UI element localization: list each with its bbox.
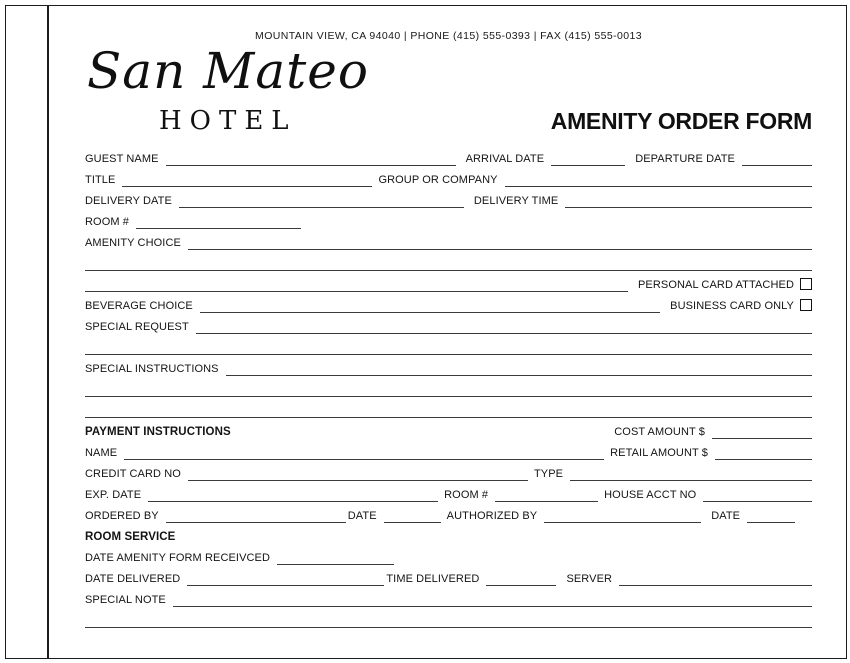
row-credit-card: [85, 460, 812, 481]
title-label: TITLE: [85, 174, 116, 186]
special-request-line[interactable]: [196, 319, 812, 334]
row-payment-instructions: [85, 418, 812, 439]
amenity-choice-line-3[interactable]: [85, 277, 628, 292]
row-ordered-by: [85, 502, 812, 523]
credit-card-no-line[interactable]: [188, 466, 528, 481]
hotel-logo-script: San Mateo: [87, 42, 369, 100]
amenity-choice-line-2[interactable]: [85, 256, 812, 271]
row-form-received: [85, 544, 812, 565]
row-date-delivered: [85, 565, 812, 586]
retail-amount-line[interactable]: [715, 445, 812, 460]
beverage-choice-line[interactable]: [200, 298, 660, 313]
amenity-choice-label: AMENITY CHOICE: [85, 237, 181, 249]
row-special-request-2: [85, 334, 812, 355]
authorized-by-line[interactable]: [544, 508, 701, 523]
hotel-contact-line: MOUNTAIN VIEW, CA 94040 | PHONE (415) 555-0393 | FAX (415) 555-0013: [255, 30, 642, 42]
row-special-instructions: [85, 355, 812, 376]
arrival-date-line[interactable]: [551, 151, 625, 166]
row-payment-name: [85, 439, 812, 460]
row-amenity-choice-2: [85, 250, 812, 271]
ordered-by-line[interactable]: [166, 508, 346, 523]
binding-spine-line: [47, 5, 49, 659]
time-delivered-line[interactable]: [486, 571, 556, 586]
special-note-line[interactable]: [173, 592, 812, 607]
special-note-label: SPECIAL NOTE: [85, 594, 166, 606]
group-or-company-line[interactable]: [505, 172, 812, 187]
date-delivered-label: DATE DELIVERED: [85, 573, 181, 585]
exp-date-label: EXP. DATE: [85, 489, 142, 501]
ordered-date-line[interactable]: [384, 508, 441, 523]
payment-instructions-heading: PAYMENT INSTRUCTIONS: [85, 426, 231, 438]
delivery-date-line[interactable]: [179, 193, 464, 208]
date-delivered-line[interactable]: [187, 571, 384, 586]
special-instructions-label: SPECIAL INSTRUCTIONS: [85, 363, 219, 375]
business-card-only-label: BUSINESS CARD ONLY: [670, 300, 794, 312]
row-amenity-choice: [85, 229, 812, 250]
departure-date-label: DEPARTURE DATE: [635, 153, 735, 165]
room-number-label: ROOM #: [85, 216, 129, 228]
date-amenity-form-received-label: DATE AMENITY FORM RECEIVCED: [85, 552, 271, 564]
form-rows: [85, 145, 812, 628]
room-number-line[interactable]: [136, 214, 301, 229]
house-acct-no-label: HOUSE ACCT NO: [604, 489, 697, 501]
row-title: [85, 166, 812, 187]
authorized-date-line[interactable]: [747, 508, 795, 523]
time-delivered-label: TIME DELIVERED: [386, 573, 480, 585]
personal-card-attached-checkbox[interactable]: [800, 278, 812, 290]
row-personal-card: [85, 271, 812, 292]
departure-date-line[interactable]: [742, 151, 812, 166]
payment-name-label: NAME: [85, 447, 118, 459]
server-label: SERVER: [566, 573, 613, 585]
special-instructions-line-2[interactable]: [85, 382, 812, 397]
exp-date-line[interactable]: [148, 487, 438, 502]
special-request-line-2[interactable]: [85, 340, 812, 355]
cost-amount-label: COST AMOUNT $: [614, 426, 705, 438]
row-special-note: [85, 586, 812, 607]
row-room-number: [85, 208, 812, 229]
arrival-date-label: ARRIVAL DATE: [465, 153, 545, 165]
cost-amount-line[interactable]: [712, 424, 812, 439]
form-content: [85, 30, 812, 628]
row-exp-date: [85, 481, 812, 502]
card-type-line[interactable]: [570, 466, 812, 481]
delivery-date-label: DELIVERY DATE: [85, 195, 172, 207]
delivery-time-line[interactable]: [565, 193, 812, 208]
form-title: AMENITY ORDER FORM: [550, 108, 812, 134]
personal-card-attached-label: PERSONAL CARD ATTACHED: [637, 279, 794, 291]
row-special-note-2: [85, 607, 812, 628]
business-card-only-checkbox[interactable]: [800, 299, 812, 311]
hotel-logo-subtitle: HOTEL: [159, 106, 297, 136]
date-amenity-form-received-line[interactable]: [277, 550, 394, 565]
card-type-label: TYPE: [533, 468, 564, 480]
beverage-choice-label: BEVERAGE CHOICE: [85, 300, 193, 312]
ordered-date-label: DATE: [347, 510, 377, 522]
house-acct-no-line[interactable]: [703, 487, 812, 502]
delivery-time-label: DELIVERY TIME: [473, 195, 559, 207]
special-instructions-line[interactable]: [226, 361, 812, 376]
row-guest-name: [85, 145, 812, 166]
group-or-company-label: GROUP OR COMPANY: [378, 174, 498, 186]
title-line[interactable]: [122, 172, 372, 187]
authorized-date-label: DATE: [711, 510, 741, 522]
authorized-by-label: AUTHORIZED BY: [446, 510, 538, 522]
retail-amount-label: RETAIL AMOUNT $: [610, 447, 708, 459]
row-special-request: [85, 313, 812, 334]
row-beverage-choice: [85, 292, 812, 313]
server-line[interactable]: [619, 571, 812, 586]
row-special-instructions-2: [85, 376, 812, 397]
credit-card-no-label: CREDIT CARD NO: [85, 468, 181, 480]
room-service-heading: ROOM SERVICE: [85, 531, 176, 543]
amenity-choice-line[interactable]: [188, 235, 812, 250]
special-request-label: SPECIAL REQUEST: [85, 321, 189, 333]
brand-block: [85, 42, 812, 145]
payment-name-line[interactable]: [124, 445, 604, 460]
row-room-service: [85, 523, 812, 544]
guest-name-line[interactable]: [166, 151, 456, 166]
special-instructions-line-3[interactable]: [85, 403, 812, 418]
ordered-by-label: ORDERED BY: [85, 510, 159, 522]
payment-room-number-line[interactable]: [495, 487, 598, 502]
row-special-instructions-3: [85, 397, 812, 418]
special-note-line-2[interactable]: [85, 613, 812, 628]
row-delivery-date: [85, 187, 812, 208]
payment-room-number-label: ROOM #: [444, 489, 489, 501]
guest-name-label: GUEST NAME: [85, 153, 159, 165]
